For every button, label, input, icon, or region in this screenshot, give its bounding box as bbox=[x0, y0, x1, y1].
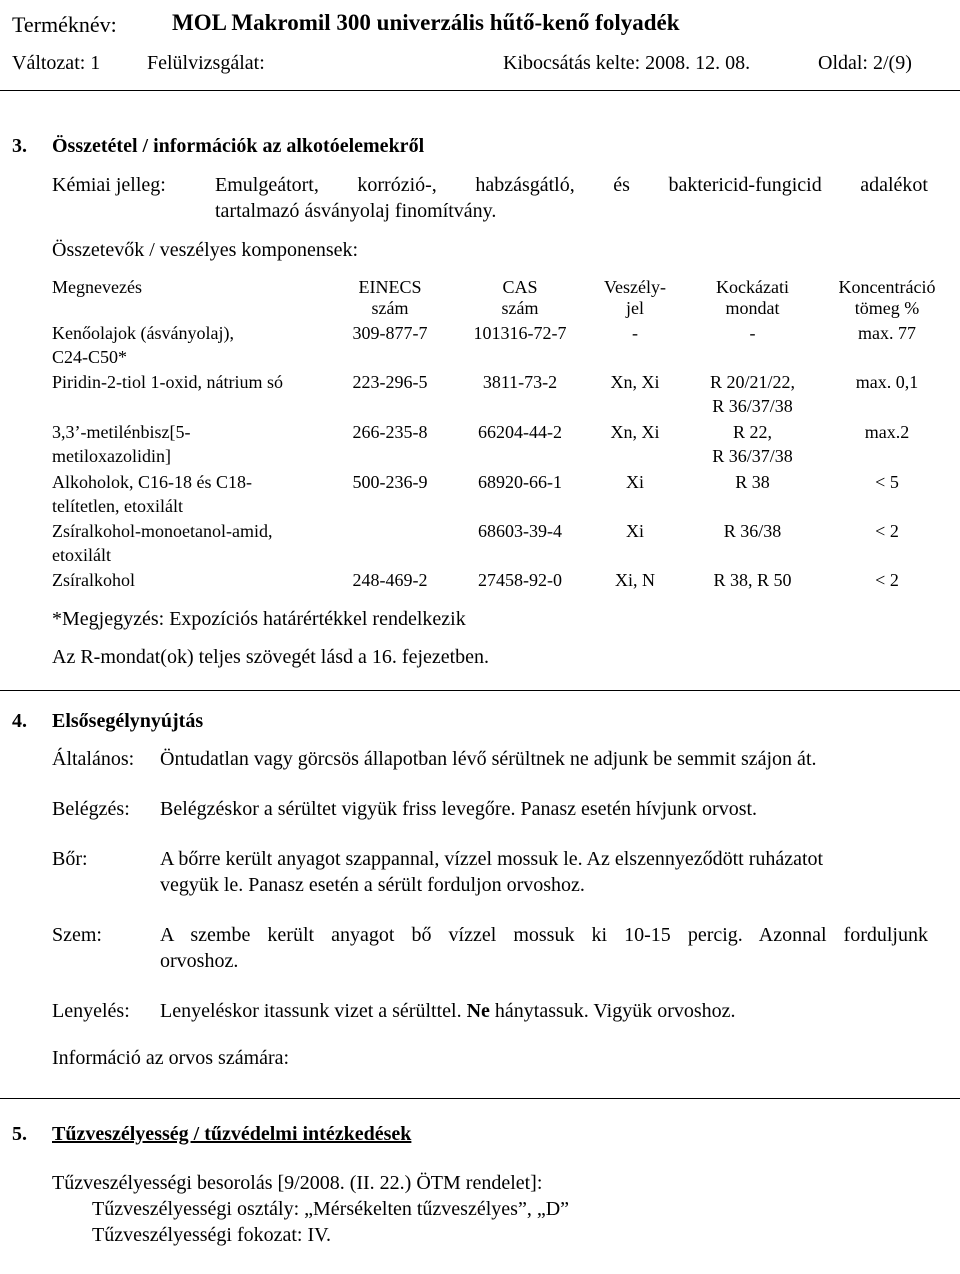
doctor-info-label: Információ az orvos számára: bbox=[52, 1047, 290, 1069]
cell-risk-line2: R 36/37/38 bbox=[712, 396, 793, 416]
revision-label: Felülvizsgálat: bbox=[147, 52, 265, 74]
skin-label: Bőr: bbox=[52, 848, 88, 870]
cell-symbol: Xi bbox=[626, 472, 644, 492]
issue-date: Kibocsátás kelte: 2008. 12. 08. bbox=[503, 52, 751, 74]
cell-risk-line1: R 36/38 bbox=[723, 521, 782, 541]
skin-text-line1: A bőrre került anyagot szappannal, vízzel mossuk le. Az elszennyeződött ruházatot bbox=[160, 848, 824, 870]
product-name: MOL Makromil 300 univerzális hűtő-kenő folyadék bbox=[172, 10, 680, 35]
cell-risk-line1: R 38, R 50 bbox=[713, 570, 792, 590]
cell-concentration: max. 77 bbox=[858, 323, 916, 343]
col-header-symbol bbox=[585, 277, 685, 319]
chemical-nature-line2: tartalmazó ásványolaj finomítvány. bbox=[215, 200, 497, 222]
section-3-number: 3. bbox=[12, 135, 27, 157]
cell-cas: 66204-44-2 bbox=[478, 422, 562, 442]
ingestion-text bbox=[160, 1000, 736, 1023]
section-3-title: Összetétel / információk az alkotóelemekről bbox=[52, 135, 425, 157]
eye-text-line1: A szembe került anyagot bő vízzel mossuk ki 10-15 percig. Azonnal forduljunk bbox=[160, 924, 928, 946]
ingestion-label: Lenyelés: bbox=[52, 1000, 130, 1022]
col-header-risk-line2: mondat bbox=[725, 298, 780, 318]
cell-einecs: 309-877-7 bbox=[352, 323, 428, 343]
fire-grade: Tűzveszélyességi fokozat: IV. bbox=[92, 1224, 331, 1246]
cell-concentration: < 2 bbox=[875, 570, 899, 590]
ingestion-text-bold: Ne bbox=[466, 1000, 490, 1022]
cell-name-line1: Alkoholok, C16-18 és C18- bbox=[52, 472, 252, 492]
inhalation-text: Belégzéskor a sérültet vigyük friss levegőre. Panasz esetén hívjunk orvost. bbox=[160, 798, 758, 820]
cell-symbol: Xi bbox=[626, 521, 644, 541]
cell-cas: 68920-66-1 bbox=[478, 472, 562, 492]
col-header-concentration-line2: tömeg % bbox=[854, 298, 920, 318]
components-label: Összetevők / veszélyes komponensek: bbox=[52, 239, 359, 261]
col-header-cas bbox=[460, 277, 580, 319]
cell-concentration: < 2 bbox=[875, 521, 899, 541]
col-header-einecs bbox=[330, 277, 450, 319]
chemical-nature-label: Kémiai jelleg: bbox=[52, 174, 166, 196]
cell-cas: 3811-73-2 bbox=[482, 372, 558, 392]
col-header-name: Megnevezés bbox=[52, 277, 142, 297]
cell-risk-line1: R 22, bbox=[732, 422, 772, 442]
cell-einecs: 266-235-8 bbox=[352, 422, 428, 442]
version: Változat: 1 bbox=[12, 52, 101, 74]
eye-label: Szem: bbox=[52, 924, 102, 946]
page-number: Oldal: 2/(9) bbox=[818, 52, 912, 74]
cell-risk-line1: - bbox=[749, 323, 756, 343]
cell-cas: 101316-72-7 bbox=[473, 323, 567, 343]
col-header-risk-line1: Kockázati bbox=[716, 277, 789, 297]
cell-name-line1: 3,3’-metilénbisz[5- bbox=[52, 422, 191, 442]
section-4-title: Elsősegélynyújtás bbox=[52, 710, 204, 732]
cell-concentration: max. 0,1 bbox=[855, 372, 919, 392]
section-4-divider bbox=[0, 1098, 960, 1099]
section-5-number: 5. bbox=[12, 1123, 27, 1145]
eye-text-line2: orvoshoz. bbox=[160, 950, 239, 972]
cell-einecs: 248-469-2 bbox=[352, 570, 428, 590]
chemical-nature-line1: Emulgeátort, korrózió-, habzásgátló, és baktericid-fungicid adalékot bbox=[215, 174, 928, 196]
cell-name-line1: Piridin-2-tiol 1-oxid, nátrium só bbox=[52, 372, 283, 392]
inhalation-label: Belégzés: bbox=[52, 798, 130, 820]
ingestion-text-pre: Lenyeléskor itassunk vizet a sérülttel. bbox=[160, 1000, 462, 1022]
cell-symbol: Xn, Xi bbox=[610, 372, 660, 392]
cell-symbol: - bbox=[632, 323, 638, 343]
cell-risk-line1: R 20/21/22, bbox=[709, 372, 795, 392]
cell-einecs: 500-236-9 bbox=[352, 472, 428, 492]
section-3-divider bbox=[0, 690, 960, 691]
ingestion-text-post: hánytassuk. Vigyük orvoshoz. bbox=[494, 1000, 736, 1022]
col-header-einecs-line1: EINECS bbox=[358, 277, 422, 297]
cell-name-line2: C24-C50* bbox=[52, 347, 128, 367]
col-header-risk bbox=[690, 277, 815, 319]
cell-risk-line2: R 36/37/38 bbox=[712, 446, 793, 466]
cell-risk-line1: R 38 bbox=[735, 472, 770, 492]
cell-cas: 27458-92-0 bbox=[478, 570, 562, 590]
skin-text-line2: vegyük le. Panasz esetén a sérült forduljon orvoshoz. bbox=[160, 874, 585, 896]
r-phrase-note: Az R-mondat(ok) teljes szövegét lásd a 16. fejezetben. bbox=[52, 646, 490, 668]
col-header-cas-line1: CAS bbox=[502, 277, 538, 297]
cell-concentration: < 5 bbox=[875, 472, 899, 492]
col-header-einecs-line2: szám bbox=[371, 298, 409, 318]
col-header-concentration-line1: Koncentráció bbox=[838, 277, 936, 297]
col-header-symbol-line2: jel bbox=[626, 298, 644, 318]
col-header-cas-line2: szám bbox=[501, 298, 539, 318]
product-name-label: Terméknév: bbox=[12, 12, 117, 37]
fire-classification: Tűzveszélyességi besorolás [9/2008. (II. 22.) ÖTM rendelet]: bbox=[52, 1172, 543, 1194]
col-header-symbol-line1: Veszély- bbox=[604, 277, 666, 297]
cell-name-line1: Zsíralkohol-monoetanol-amid, bbox=[52, 521, 273, 541]
cell-name-line2: telítetlen, etoxilált bbox=[52, 496, 183, 516]
cell-name-line2: etoxilált bbox=[52, 545, 111, 565]
section-4-number: 4. bbox=[12, 710, 27, 732]
cell-name-line2: metiloxazolidin] bbox=[52, 446, 171, 466]
header-divider bbox=[0, 90, 960, 91]
cell-symbol: Xn, Xi bbox=[610, 422, 660, 442]
cell-symbol: Xi, N bbox=[615, 570, 655, 590]
cell-name-line1: Kenőolajok (ásványolaj), bbox=[52, 323, 234, 343]
cell-name-line1: Zsíralkohol bbox=[52, 570, 135, 590]
general-label: Általános: bbox=[52, 748, 135, 770]
col-header-concentration bbox=[822, 277, 952, 319]
general-text: Öntudatlan vagy görcsös állapotban lévő sérültnek ne adjunk be semmit szájon át. bbox=[160, 748, 817, 770]
cell-concentration: max.2 bbox=[864, 422, 910, 442]
cell-cas: 68603-39-4 bbox=[478, 521, 562, 541]
cell-einecs: 223-296-5 bbox=[352, 372, 428, 392]
section-5-title: Tűzveszélyesség / tűzvédelmi intézkedések bbox=[52, 1123, 412, 1145]
exposure-note: *Megjegyzés: Expozíciós határértékkel rendelkezik bbox=[52, 608, 466, 630]
fire-class: Tűzveszélyességi osztály: „Mérsékelten tűzveszélyes”, „D” bbox=[92, 1198, 570, 1220]
